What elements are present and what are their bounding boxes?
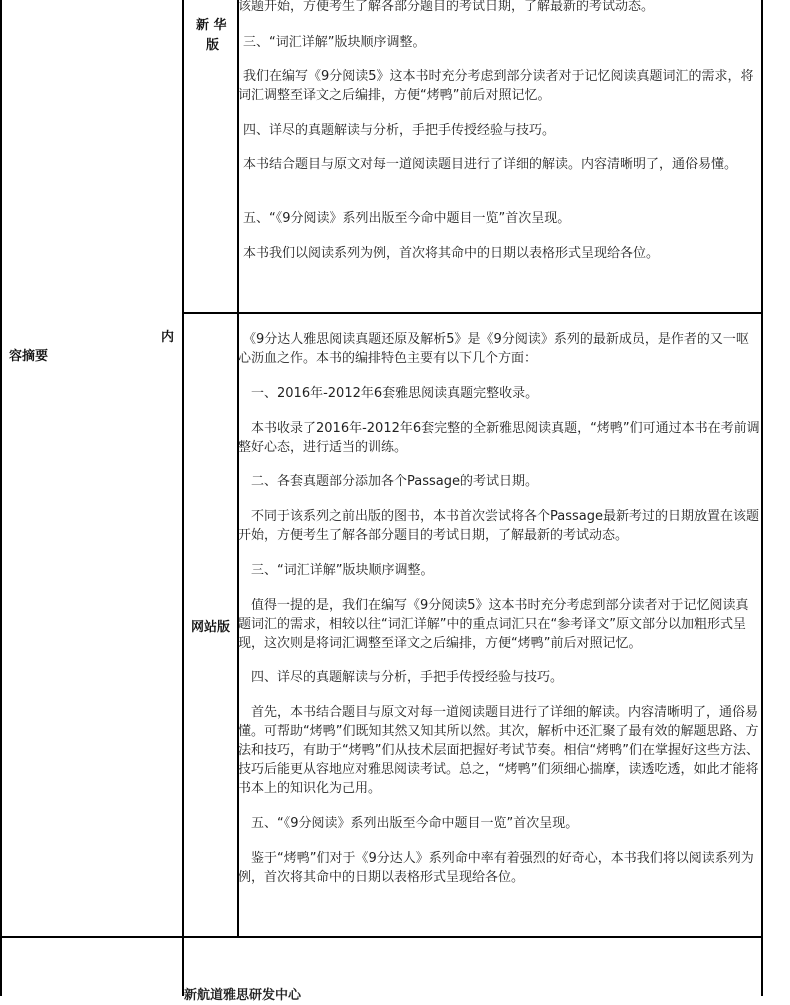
website-paragraph: 鉴于“烤鸭”们对于《9分达人》系列命中率有着强烈的好奇心，本书我们将以阅读系列为例，首次将其命中的日期以表格形式呈现给各位。 <box>238 851 754 885</box>
website-paragraph: 五、“《9分阅读》系列出版至今命中题目一览”首次呈现。 <box>251 816 579 831</box>
website-paragraph: 三、“词汇详解”版块顺序调整。 <box>251 563 434 578</box>
table-border-left <box>0 0 2 996</box>
xinhua-paragraph: 该题开始，方便考生了解各部分题目的考试日期，了解最新的考试动态。 <box>238 0 655 14</box>
website-paragraph: 二、各套真题部分添加各个Passage的考试日期。 <box>251 474 538 489</box>
row-divider-1 <box>182 312 763 314</box>
xinhua-paragraph: 本书结合题目与原文对每一道阅读题目进行了详细的解读。内容清晰明了，通俗易懂。 <box>243 157 738 172</box>
xinhua-paragraph: 我们在编写《9分阅读5》这本书时充分考虑到部分读者对于记忆阅读真题词汇的需求，将词汇调整至译文之后编排，方便“烤鸭”前后对照记忆。 <box>238 69 754 103</box>
table-border-right <box>761 0 763 996</box>
xinhua-paragraph: 五、“《9分阅读》系列出版至今命中题目一览”首次呈现。 <box>243 211 571 226</box>
website-paragraph: 《9分达人雅思阅读真题还原及解析5》是《9分阅读》系列的最新成员，是作者的又一呕心沥血之作。本书的编排特色主要有以下几个方面： <box>238 332 749 366</box>
xinhua-edition-label-line1: 新 华 <box>196 18 227 33</box>
website-paragraph: 值得一提的是，我们在编写《9分阅读5》这本书时充分考虑到部分读者对于记忆阅读真题词汇的需求，相较以往“词汇详解”中的重点词汇只在“参考译文”原文部分以加粗形式呈现，这次则是将词汇调整至译文之后编排，方便“烤鸭”前后对照记忆。 <box>238 598 749 651</box>
website-paragraph: 本书收录了2016年-2012年6套完整的全新雅思阅读真题，“烤鸭”们可通过本书在考前调整好心态，进行适当的训练。 <box>238 421 760 455</box>
xinhua-edition-label-line2: 版 <box>206 38 220 53</box>
website-paragraph: 不同于该系列之前出版的图书，本书首次尝试将各个Passage最新考过的日期放置在该题开始，方便考生了解各部分题目的考试日期，了解最新的考试动态。 <box>238 509 759 543</box>
website-edition-label: 网站版 <box>191 620 231 635</box>
website-paragraph: 四、详尽的真题解读与分析，手把手传授经验与技巧。 <box>251 670 564 685</box>
bottom-row-partial-text: 新航道雅思研发中心 <box>184 988 302 1003</box>
summary-label-part2: 容摘要 <box>9 349 49 364</box>
website-paragraph: 一、2016年-2012年6套雅思阅读真题完整收录。 <box>251 386 539 401</box>
column-divider-1 <box>182 0 184 996</box>
xinhua-paragraph: 三、“词汇详解”版块顺序调整。 <box>243 35 426 50</box>
xinhua-paragraph: 四、详尽的真题解读与分析，手把手传授经验与技巧。 <box>243 123 556 138</box>
website-paragraph: 首先，本书结合题目与原文对每一道阅读题目进行了详细的解读。内容清晰明了，通俗易懂。可帮助“烤鸭”们既知其然又知其所以然。其次，解析中还汇聚了最有效的解题思路、方法和技巧，有助于“烤鸭”们从技术层面把握好考试节奏。相信“烤鸭”们在掌握好这些方法、技巧后能更从容地应对雅思阅读考试。总之，“烤鸭”们须细心揣摩，读透吃透，如此才能将书本上的知识化为己用。 <box>238 705 759 796</box>
summary-label-part1: 内 <box>161 330 175 345</box>
xinhua-paragraph: 本书我们以阅读系列为例，首次将其命中的日期以表格形式呈现给各位。 <box>243 246 660 261</box>
row-divider-2 <box>0 936 763 938</box>
